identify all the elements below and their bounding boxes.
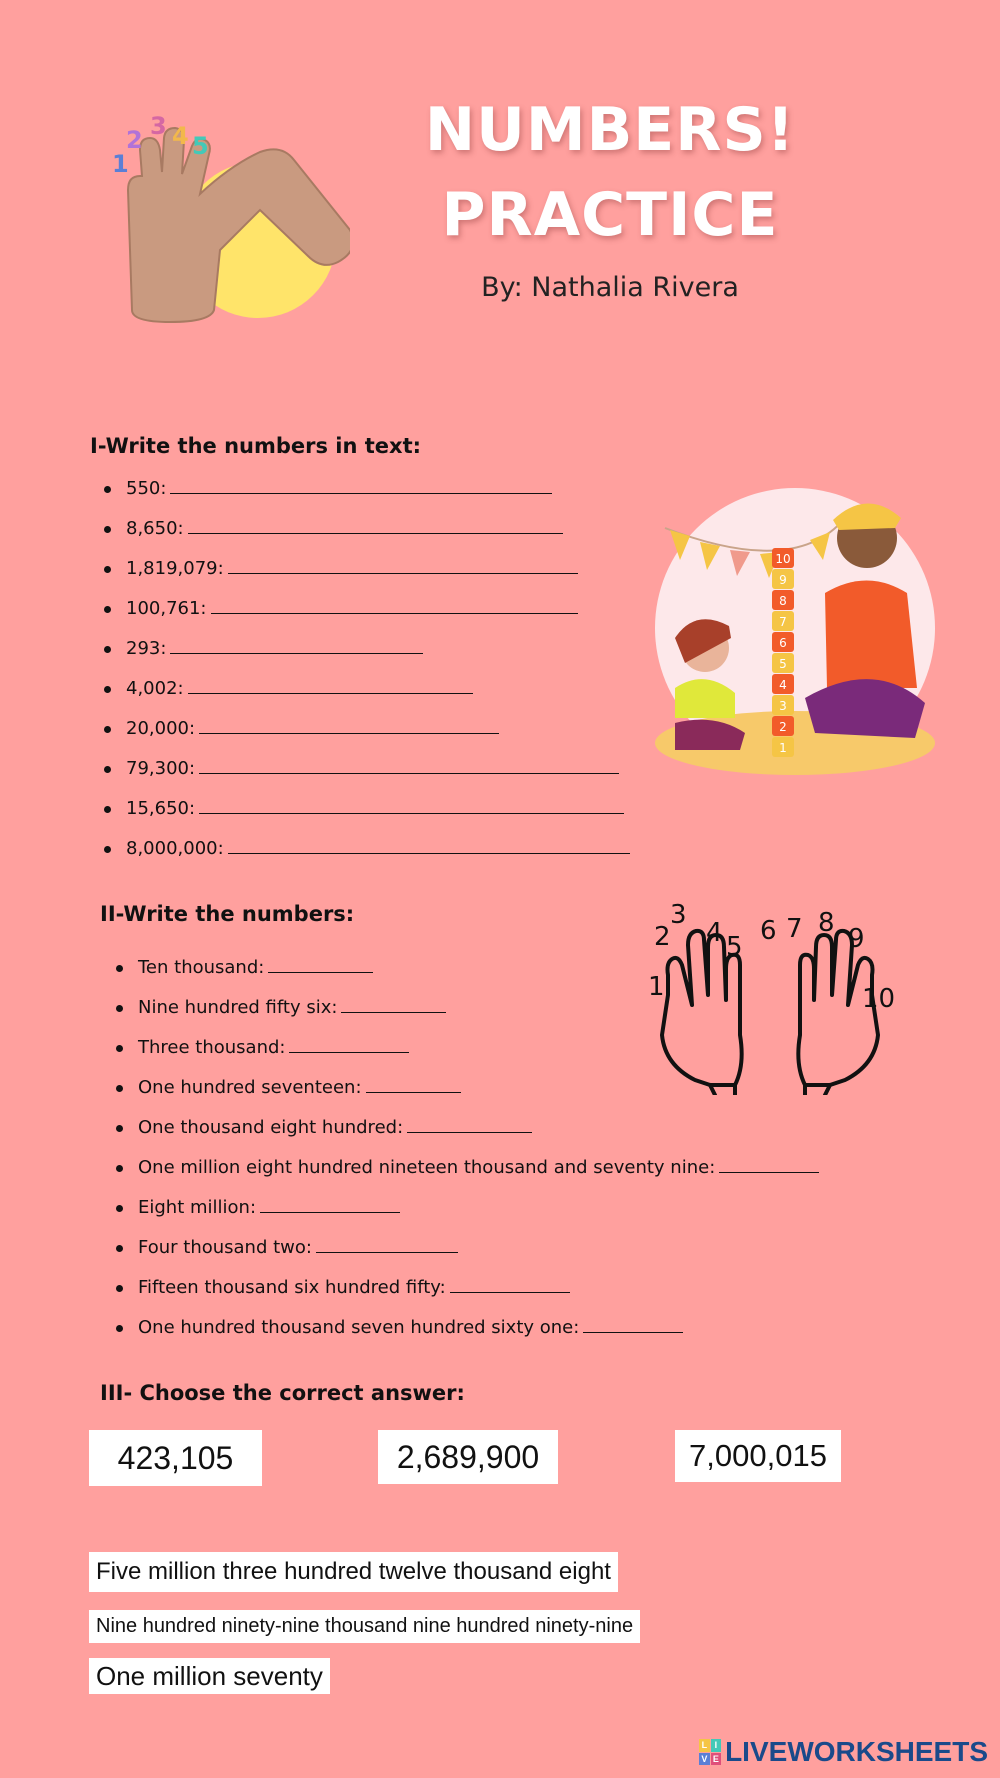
list-item bbox=[110, 1148, 819, 1188]
section3-title: III- Choose the correct answer: bbox=[100, 1381, 465, 1405]
tower-block-label: 8 bbox=[779, 594, 787, 608]
item-label: 293: bbox=[126, 638, 167, 659]
number-option-box[interactable]: 423,105 bbox=[89, 1430, 262, 1486]
list-item bbox=[98, 549, 630, 589]
item-label: 100,761: bbox=[126, 598, 207, 619]
hands-numbers-illustration bbox=[640, 895, 900, 1095]
item-label: Nine hundred fifty six: bbox=[138, 997, 338, 1018]
logo-letter: I bbox=[711, 1739, 722, 1752]
item-label: 15,650: bbox=[126, 798, 196, 819]
number-option-box[interactable]: 2,689,900 bbox=[378, 1430, 558, 1484]
list-item bbox=[98, 709, 630, 749]
item-label: Ten thousand: bbox=[138, 957, 265, 978]
item-label: Eight million: bbox=[138, 1197, 257, 1218]
hands-digit: 10 bbox=[862, 984, 896, 1014]
hand-digit: 4 bbox=[172, 122, 189, 150]
hands-digit: 6 bbox=[760, 916, 777, 946]
page-title-line1: NUMBERS! bbox=[424, 95, 796, 165]
section1-title: I-Write the numbers in text: bbox=[90, 434, 422, 458]
answer-blank[interactable] bbox=[260, 1211, 400, 1213]
answer-blank[interactable] bbox=[199, 732, 499, 734]
tower-block-label: 2 bbox=[779, 720, 787, 734]
item-label: Fifteen thousand six hundred fifty: bbox=[138, 1277, 446, 1298]
hand-digit: 5 bbox=[192, 132, 209, 160]
answer-blank[interactable] bbox=[583, 1331, 683, 1333]
answer-blank[interactable] bbox=[170, 492, 552, 494]
logo-letter: L bbox=[699, 1739, 710, 1752]
item-label: 20,000: bbox=[126, 718, 196, 739]
tower-block-label: 10 bbox=[775, 552, 791, 566]
page-title-line2: PRACTICE bbox=[441, 180, 779, 250]
logo-letter: E bbox=[711, 1753, 722, 1766]
answer-blank[interactable] bbox=[450, 1291, 570, 1293]
list-item bbox=[98, 749, 630, 789]
answer-blank[interactable] bbox=[199, 772, 619, 774]
list-item bbox=[110, 1108, 819, 1148]
item-label: One thousand eight hundred: bbox=[138, 1117, 404, 1138]
answer-blank[interactable] bbox=[341, 1011, 446, 1013]
answer-blank[interactable] bbox=[188, 532, 563, 534]
item-label: 8,650: bbox=[126, 518, 184, 539]
hands-digit: 9 bbox=[848, 924, 865, 954]
item-label: 4,002: bbox=[126, 678, 184, 699]
item-label: 550: bbox=[126, 478, 167, 499]
item-label: Four thousand two: bbox=[138, 1237, 312, 1258]
answer-blank[interactable] bbox=[268, 971, 373, 973]
tower-block-label: 1 bbox=[779, 741, 787, 755]
section2-title: II-Write the numbers: bbox=[100, 902, 355, 926]
tower-block-label: 3 bbox=[779, 699, 787, 713]
item-label: One hundred seventeen: bbox=[138, 1077, 362, 1098]
answer-blank[interactable] bbox=[289, 1051, 409, 1053]
brand-name: LIVEWORKSHEETS bbox=[725, 1736, 988, 1767]
list-item bbox=[98, 669, 630, 709]
list-item bbox=[98, 829, 630, 869]
number-option-box[interactable]: 7,000,015 bbox=[675, 1430, 841, 1482]
logo-letter: V bbox=[699, 1753, 710, 1766]
tower-block-label: 6 bbox=[779, 636, 787, 650]
author-byline: By: Nathalia Rivera bbox=[481, 272, 739, 303]
counting-hand-illustration bbox=[110, 110, 350, 325]
tower-block-label: 5 bbox=[779, 657, 787, 671]
list-item bbox=[110, 1228, 819, 1268]
item-label: 1,819,079: bbox=[126, 558, 224, 579]
teacher-child-illustration bbox=[645, 488, 940, 783]
answer-blank[interactable] bbox=[199, 812, 624, 814]
liveworksheets-logo-icon bbox=[699, 1739, 721, 1765]
answer-blank[interactable] bbox=[188, 692, 473, 694]
tower-block-label: 9 bbox=[779, 573, 787, 587]
hands-digit: 4 bbox=[706, 918, 723, 948]
item-label: 8,000,000: bbox=[126, 838, 224, 859]
hand-digit: 2 bbox=[126, 126, 143, 154]
hands-digit: 1 bbox=[648, 972, 665, 1002]
item-label: One million eight hundred nineteen thousand and seventy nine: bbox=[138, 1157, 716, 1178]
hand-digit: 1 bbox=[112, 150, 129, 178]
answer-blank[interactable] bbox=[719, 1171, 819, 1173]
hands-digit: 7 bbox=[786, 914, 803, 944]
phrase-option[interactable]: Five million three hundred twelve thousand eight bbox=[89, 1552, 618, 1592]
item-label: 79,300: bbox=[126, 758, 196, 779]
tower-block-label: 4 bbox=[779, 678, 787, 692]
list-item bbox=[110, 1308, 819, 1348]
answer-blank[interactable] bbox=[407, 1131, 532, 1133]
hands-digit: 3 bbox=[670, 900, 687, 930]
section1-list bbox=[98, 469, 630, 869]
answer-blank[interactable] bbox=[228, 572, 578, 574]
list-item bbox=[98, 469, 630, 509]
item-label: One hundred thousand seven hundred sixty one: bbox=[138, 1317, 580, 1338]
answer-blank[interactable] bbox=[228, 852, 630, 854]
answer-blank[interactable] bbox=[211, 612, 578, 614]
answer-blank[interactable] bbox=[316, 1251, 458, 1253]
answer-blank[interactable] bbox=[366, 1091, 461, 1093]
list-item bbox=[98, 789, 630, 829]
hands-digit: 5 bbox=[726, 932, 743, 962]
list-item bbox=[98, 629, 630, 669]
liveworksheets-brand bbox=[699, 1736, 988, 1768]
list-item bbox=[110, 1268, 819, 1308]
answer-blank[interactable] bbox=[170, 652, 423, 654]
list-item bbox=[98, 509, 630, 549]
hand-digit: 3 bbox=[150, 112, 167, 140]
item-label: Three thousand: bbox=[138, 1037, 286, 1058]
phrase-option[interactable]: One million seventy bbox=[89, 1658, 330, 1694]
hands-digit: 2 bbox=[654, 922, 671, 952]
tower-block-label: 7 bbox=[779, 615, 787, 629]
hands-digit: 8 bbox=[818, 908, 835, 938]
phrase-option[interactable]: Nine hundred ninety-nine thousand nine hundred ninety-nine bbox=[89, 1610, 640, 1643]
list-item bbox=[98, 589, 630, 629]
list-item bbox=[110, 1188, 819, 1228]
